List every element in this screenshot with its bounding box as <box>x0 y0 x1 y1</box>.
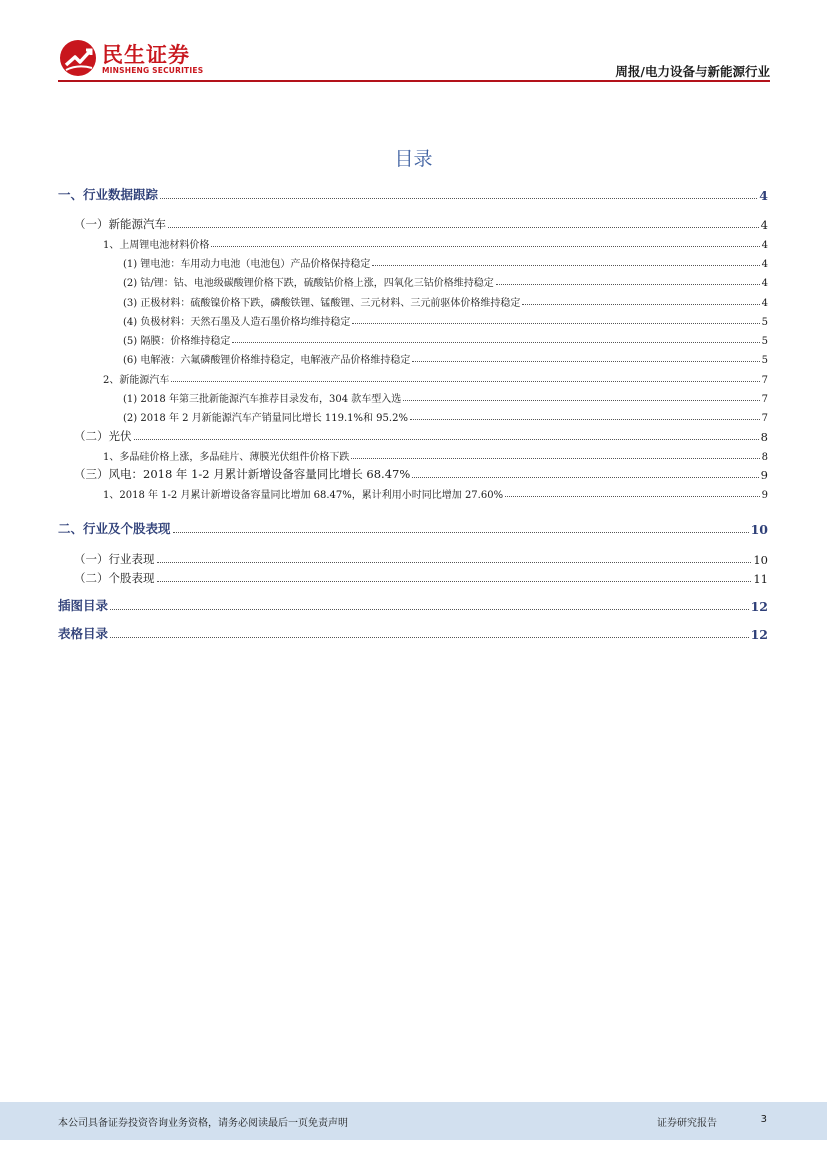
report-type-title: 周报/电力设备与新能源行业 <box>615 64 770 79</box>
toc-leader-dots <box>412 360 759 362</box>
page-footer <box>0 1102 827 1140</box>
toc-entry-text: 1、2018 年 1-2 月累计新增设备容量同比增加 68.47%，累计利用小时同比增加 27.60% <box>103 490 504 501</box>
toc-entry[interactable] <box>74 426 768 444</box>
toc-entry[interactable] <box>58 519 768 537</box>
toc-leader-dots <box>157 561 752 563</box>
toc-entry[interactable] <box>74 464 768 482</box>
toc-entry-page: 4 <box>759 188 768 203</box>
toc-entry[interactable] <box>123 406 768 424</box>
toc-entry[interactable] <box>58 185 768 203</box>
toc-entry-text: 插图目录 <box>58 598 109 613</box>
toc-leader-dots <box>211 245 759 247</box>
toc-entry-page: 9 <box>761 490 768 501</box>
toc-entry[interactable] <box>74 549 768 567</box>
toc-entry-page: 4 <box>761 240 768 251</box>
toc-entry-page: 4 <box>761 278 768 289</box>
toc-entry[interactable] <box>123 291 768 309</box>
toc-entry-page: 10 <box>753 553 768 567</box>
toc-entry-text: （一）行业表现 <box>74 552 155 566</box>
toc-entry-page: 9 <box>760 468 768 482</box>
toc-entry-text: (1) 锂电池：车用动力电池（电池包）产品价格保持稳定 <box>123 259 371 270</box>
page-number: 3 <box>760 1114 767 1125</box>
toc-entry-text: （一）新能源汽车 <box>74 217 166 231</box>
minsheng-logo-icon <box>58 38 98 78</box>
toc-leader-dots <box>173 531 749 533</box>
toc-entry-text: 2、新能源汽车 <box>103 375 170 386</box>
toc-entry-text: 1、多晶硅价格上涨，多晶硅片、薄膜光伏组件价格下跌 <box>103 452 350 463</box>
toc-entry[interactable] <box>123 252 768 270</box>
header-divider <box>58 80 770 82</box>
toc-entry-text: 二、行业及个股表现 <box>58 521 171 536</box>
toc-entry[interactable] <box>103 233 768 251</box>
toc-entry-page: 12 <box>750 627 768 642</box>
toc-leader-dots <box>352 322 759 324</box>
toc-leader-dots <box>110 608 749 610</box>
toc-entry-page: 5 <box>761 336 768 347</box>
toc-leader-dots <box>412 476 758 478</box>
toc-entry[interactable] <box>123 329 768 347</box>
page-header <box>58 38 770 80</box>
toc-entry[interactable] <box>123 310 768 328</box>
toc-entry[interactable] <box>123 271 768 289</box>
toc-entry-text: （三）风电：2018 年 1-2 月累计新增设备容量同比增长 68.47% <box>74 467 411 481</box>
toc-entry-text: (3) 正极材料：硫酸镍价格下跌，磷酸铁锂、锰酸锂、三元材料、三元前驱体价格维持稳定 <box>123 298 521 309</box>
toc-entry[interactable] <box>58 596 768 614</box>
footer-disclaimer: 本公司具备证券投资咨询业务资格，请务必阅读最后一页免责声明 <box>58 1118 348 1129</box>
toc-entry[interactable] <box>103 483 768 501</box>
toc-entry-text: （二）个股表现 <box>74 571 155 585</box>
toc-entry[interactable] <box>103 445 768 463</box>
logo-english-name: MINSHENG SECURITIES <box>102 66 204 75</box>
toc-leader-dots <box>410 418 760 420</box>
toc-entry-page: 5 <box>761 355 768 366</box>
toc-leader-dots <box>160 197 757 199</box>
toc-entry-text: (1) 2018 年第三批新能源汽车推荐目录发布，304 款车型入选 <box>123 394 402 405</box>
toc-entry-text: (5) 隔膜：价格维持稳定 <box>123 336 231 347</box>
toc-leader-dots <box>134 438 759 440</box>
toc-entry-text: 一、行业数据跟踪 <box>58 187 159 202</box>
toc-leader-dots <box>522 303 759 305</box>
toc-entry-page: 8 <box>761 452 768 463</box>
toc-entry[interactable] <box>58 624 768 642</box>
toc-leader-dots <box>110 636 749 638</box>
toc-entry-page: 11 <box>753 572 768 586</box>
toc-leader-dots <box>372 264 759 266</box>
toc-leader-dots <box>157 580 752 582</box>
toc-entry-page: 12 <box>750 599 768 614</box>
toc-entry[interactable] <box>103 368 768 386</box>
toc-entry-page: 5 <box>761 317 768 328</box>
toc-entry[interactable] <box>123 387 768 405</box>
toc-entry[interactable] <box>74 214 768 232</box>
toc-entry[interactable] <box>123 348 768 366</box>
toc-leader-dots <box>496 283 760 285</box>
toc-leader-dots <box>351 457 759 459</box>
footer-doc-type: 证券研究报告 <box>657 1118 717 1129</box>
toc-entry[interactable] <box>74 568 768 586</box>
toc-entry-page: 4 <box>760 218 768 232</box>
toc-leader-dots <box>168 226 759 228</box>
toc-entry-text: (6) 电解液：六氟磷酸锂价格维持稳定，电解液产品价格维持稳定 <box>123 355 411 366</box>
toc-entry-page: 8 <box>760 430 768 444</box>
toc-leader-dots <box>403 399 759 401</box>
toc-entry-page: 10 <box>750 522 768 537</box>
toc-entry-text: 1、上周锂电池材料价格 <box>103 240 210 251</box>
toc-leader-dots <box>232 341 759 343</box>
toc-entry-page: 7 <box>761 394 768 405</box>
toc-entry-text: (2) 2018 年 2 月新能源汽车产销量同比增长 119.1%和 95.2% <box>123 413 408 424</box>
toc-entry-page: 4 <box>761 298 768 309</box>
toc-leader-dots <box>505 495 760 497</box>
toc-entry-text: (4) 负极材料：天然石墨及人造石墨价格均维持稳定 <box>123 317 351 328</box>
toc-entry-page: 7 <box>761 413 768 424</box>
logo-chinese-name: 民生证券 <box>102 43 190 67</box>
toc-entry-text: （二）光伏 <box>74 429 132 443</box>
toc-entry-page: 7 <box>761 375 768 386</box>
toc-entry-page: 4 <box>761 259 768 270</box>
toc-heading: 目录 <box>394 148 433 170</box>
toc-entry-text: (2) 钴/锂：钴、电池级碳酸锂价格下跌，硫酸钴价格上涨，四氧化三钴价格维持稳定 <box>123 278 494 289</box>
toc-entry-text: 表格目录 <box>58 626 109 641</box>
toc-leader-dots <box>171 380 759 382</box>
